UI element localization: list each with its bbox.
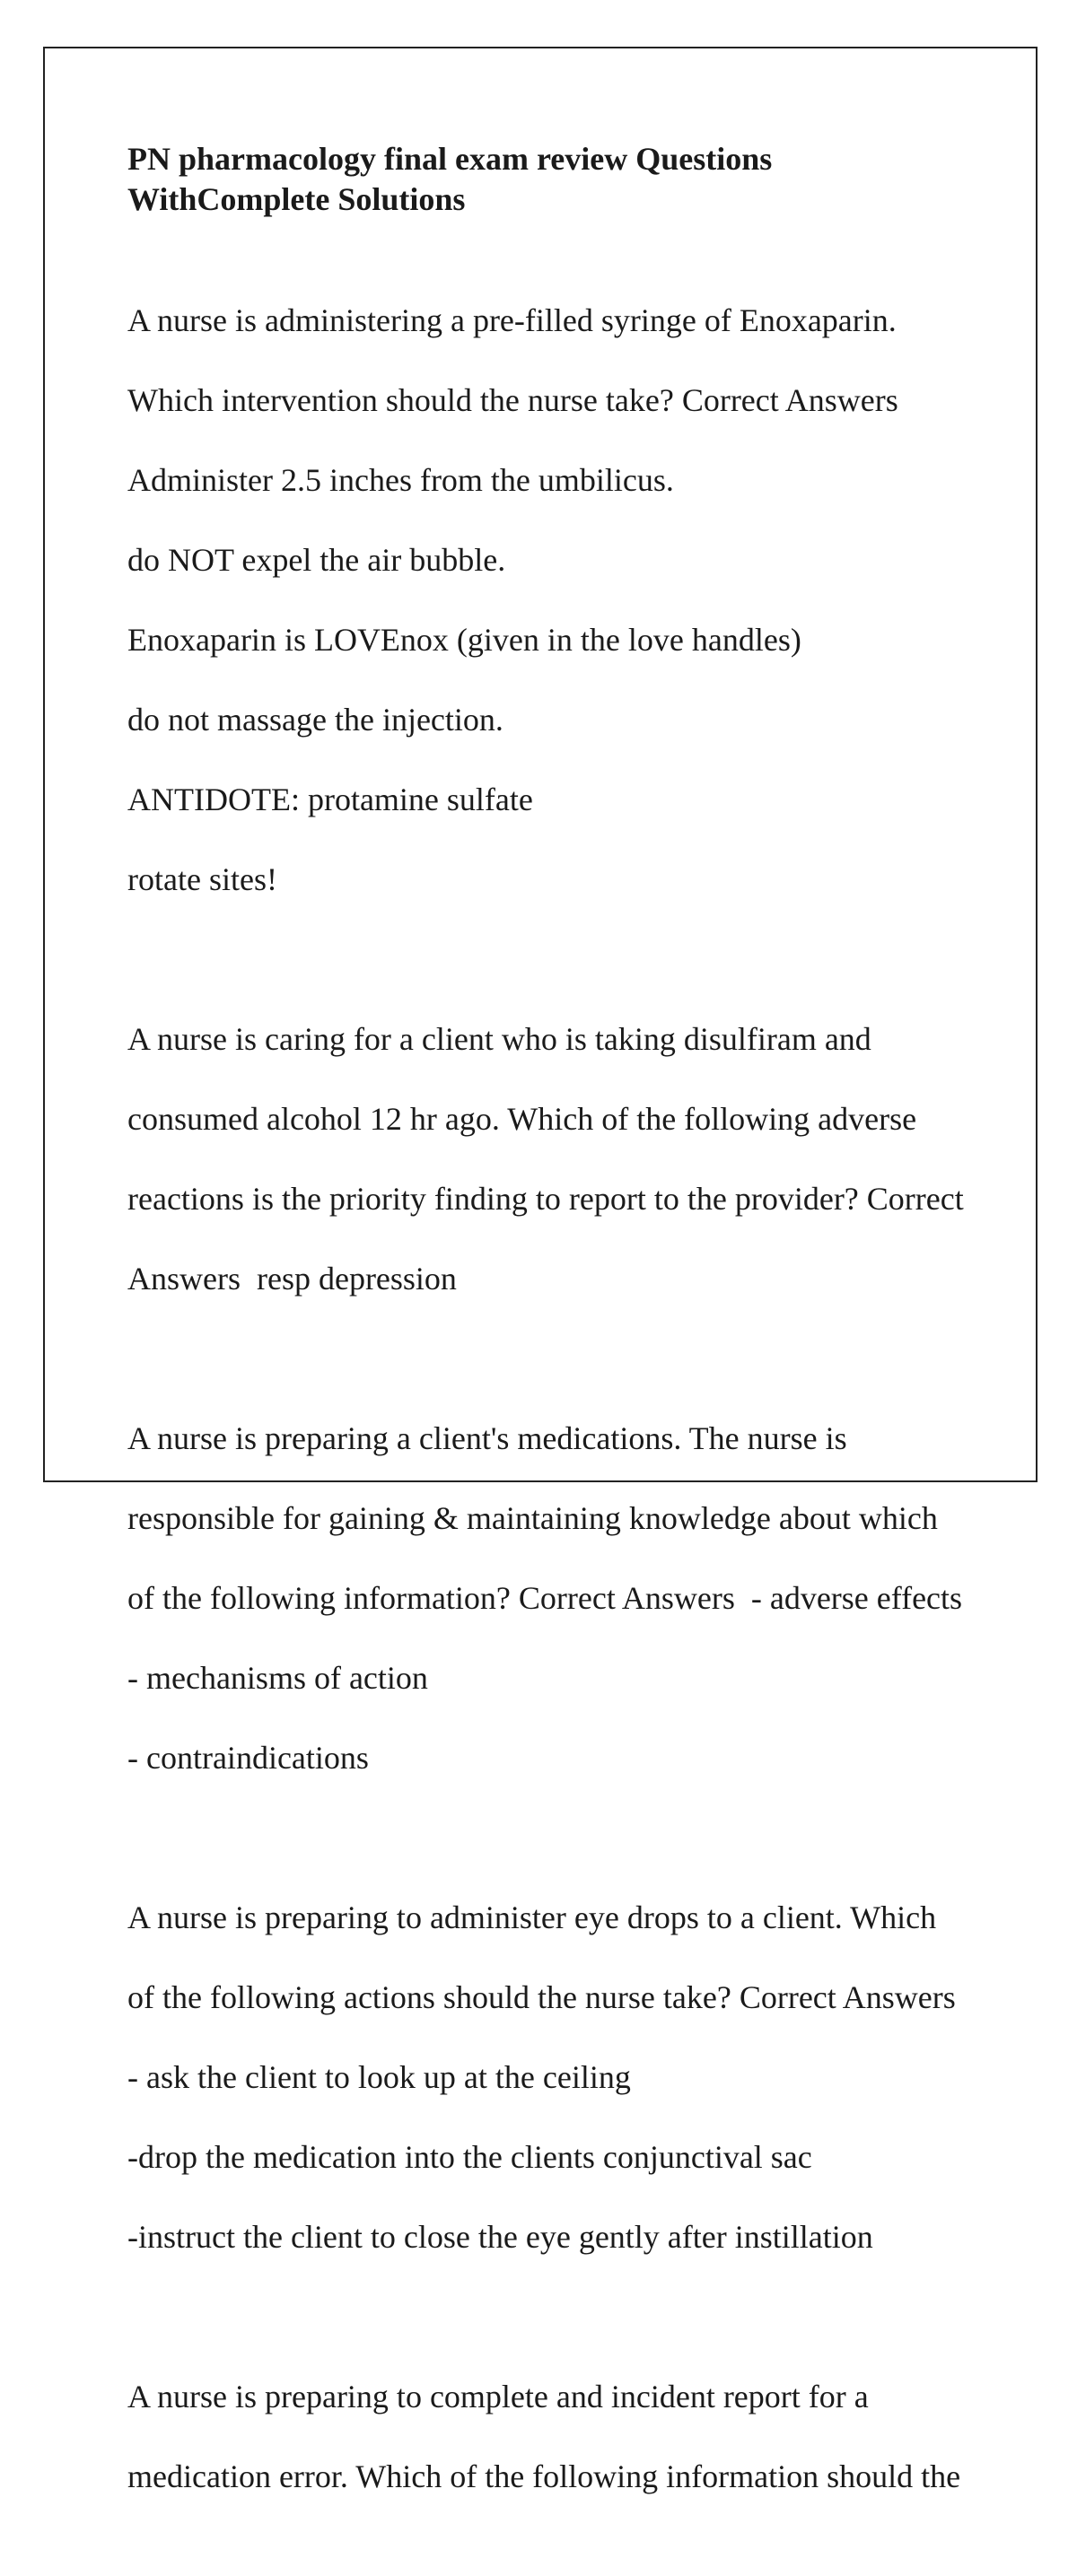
qa-line: of the following information? Correct Answers - adverse effects (127, 1579, 963, 1616)
qa-block-eye-drops (127, 1857, 971, 2297)
title-line: Complete Solutions (197, 181, 466, 217)
qa-block-disulfiram (127, 979, 971, 1339)
document-title (127, 139, 971, 220)
qa-line: rotate sites! (127, 860, 277, 897)
qa-block-medication-knowledge (127, 1378, 971, 1818)
qa-line: -instruct the client to close the eye gently after instillation (127, 2218, 873, 2255)
qa-line: A nurse is caring for a client who is taking disulfiram and (127, 1020, 871, 1057)
qa-line: A nurse is preparing to administer eye drops to a client. Which (127, 1899, 937, 1935)
qa-line: A nurse is preparing a client's medications. The nurse is (127, 1419, 847, 1456)
qa-line: - mechanisms of action (127, 1659, 428, 1696)
qa-line: A nurse is administering a pre-filled syringe of Enoxaparin. (127, 301, 897, 338)
qa-line: reactions is the priority finding to report to the provider? Correct (127, 1180, 964, 1217)
qa-block-enoxaparin (127, 260, 971, 939)
qa-line: do NOT expel the air bubble. (127, 541, 506, 578)
qa-line: of the following actions should the nurse take? Correct Answers (127, 1978, 956, 2015)
qa-line: do not massage the injection. (127, 701, 503, 738)
qa-line: Administer 2.5 inches from the umbilicus. (127, 461, 674, 498)
qa-line: medication error. Which of the following information should the (127, 2458, 961, 2494)
qa-line: - ask the client to look up at the ceiling (127, 2058, 631, 2095)
qa-line: Enoxaparin is LOVEnox (given in the love handles) (127, 621, 801, 658)
qa-block-incident-report (127, 2336, 971, 2537)
title-line: PN pharmacology final exam review Questions With (127, 141, 773, 217)
qa-line: A nurse is preparing to complete and incident report for a (127, 2378, 869, 2414)
qa-line: - contraindications (127, 1739, 369, 1776)
qa-line: ANTIDOTE: protamine sulfate (127, 781, 533, 817)
qa-line: responsible for gaining & maintaining knowledge about which (127, 1499, 938, 1536)
qa-line: Answers resp depression (127, 1260, 457, 1297)
document-content (127, 139, 971, 2576)
qa-line: Which intervention should the nurse take? Correct Answers (127, 381, 898, 418)
qa-line: -drop the medication into the clients conjunctival sac (127, 2138, 812, 2175)
qa-line: consumed alcohol 12 hr ago. Which of the following adverse (127, 1100, 917, 1137)
